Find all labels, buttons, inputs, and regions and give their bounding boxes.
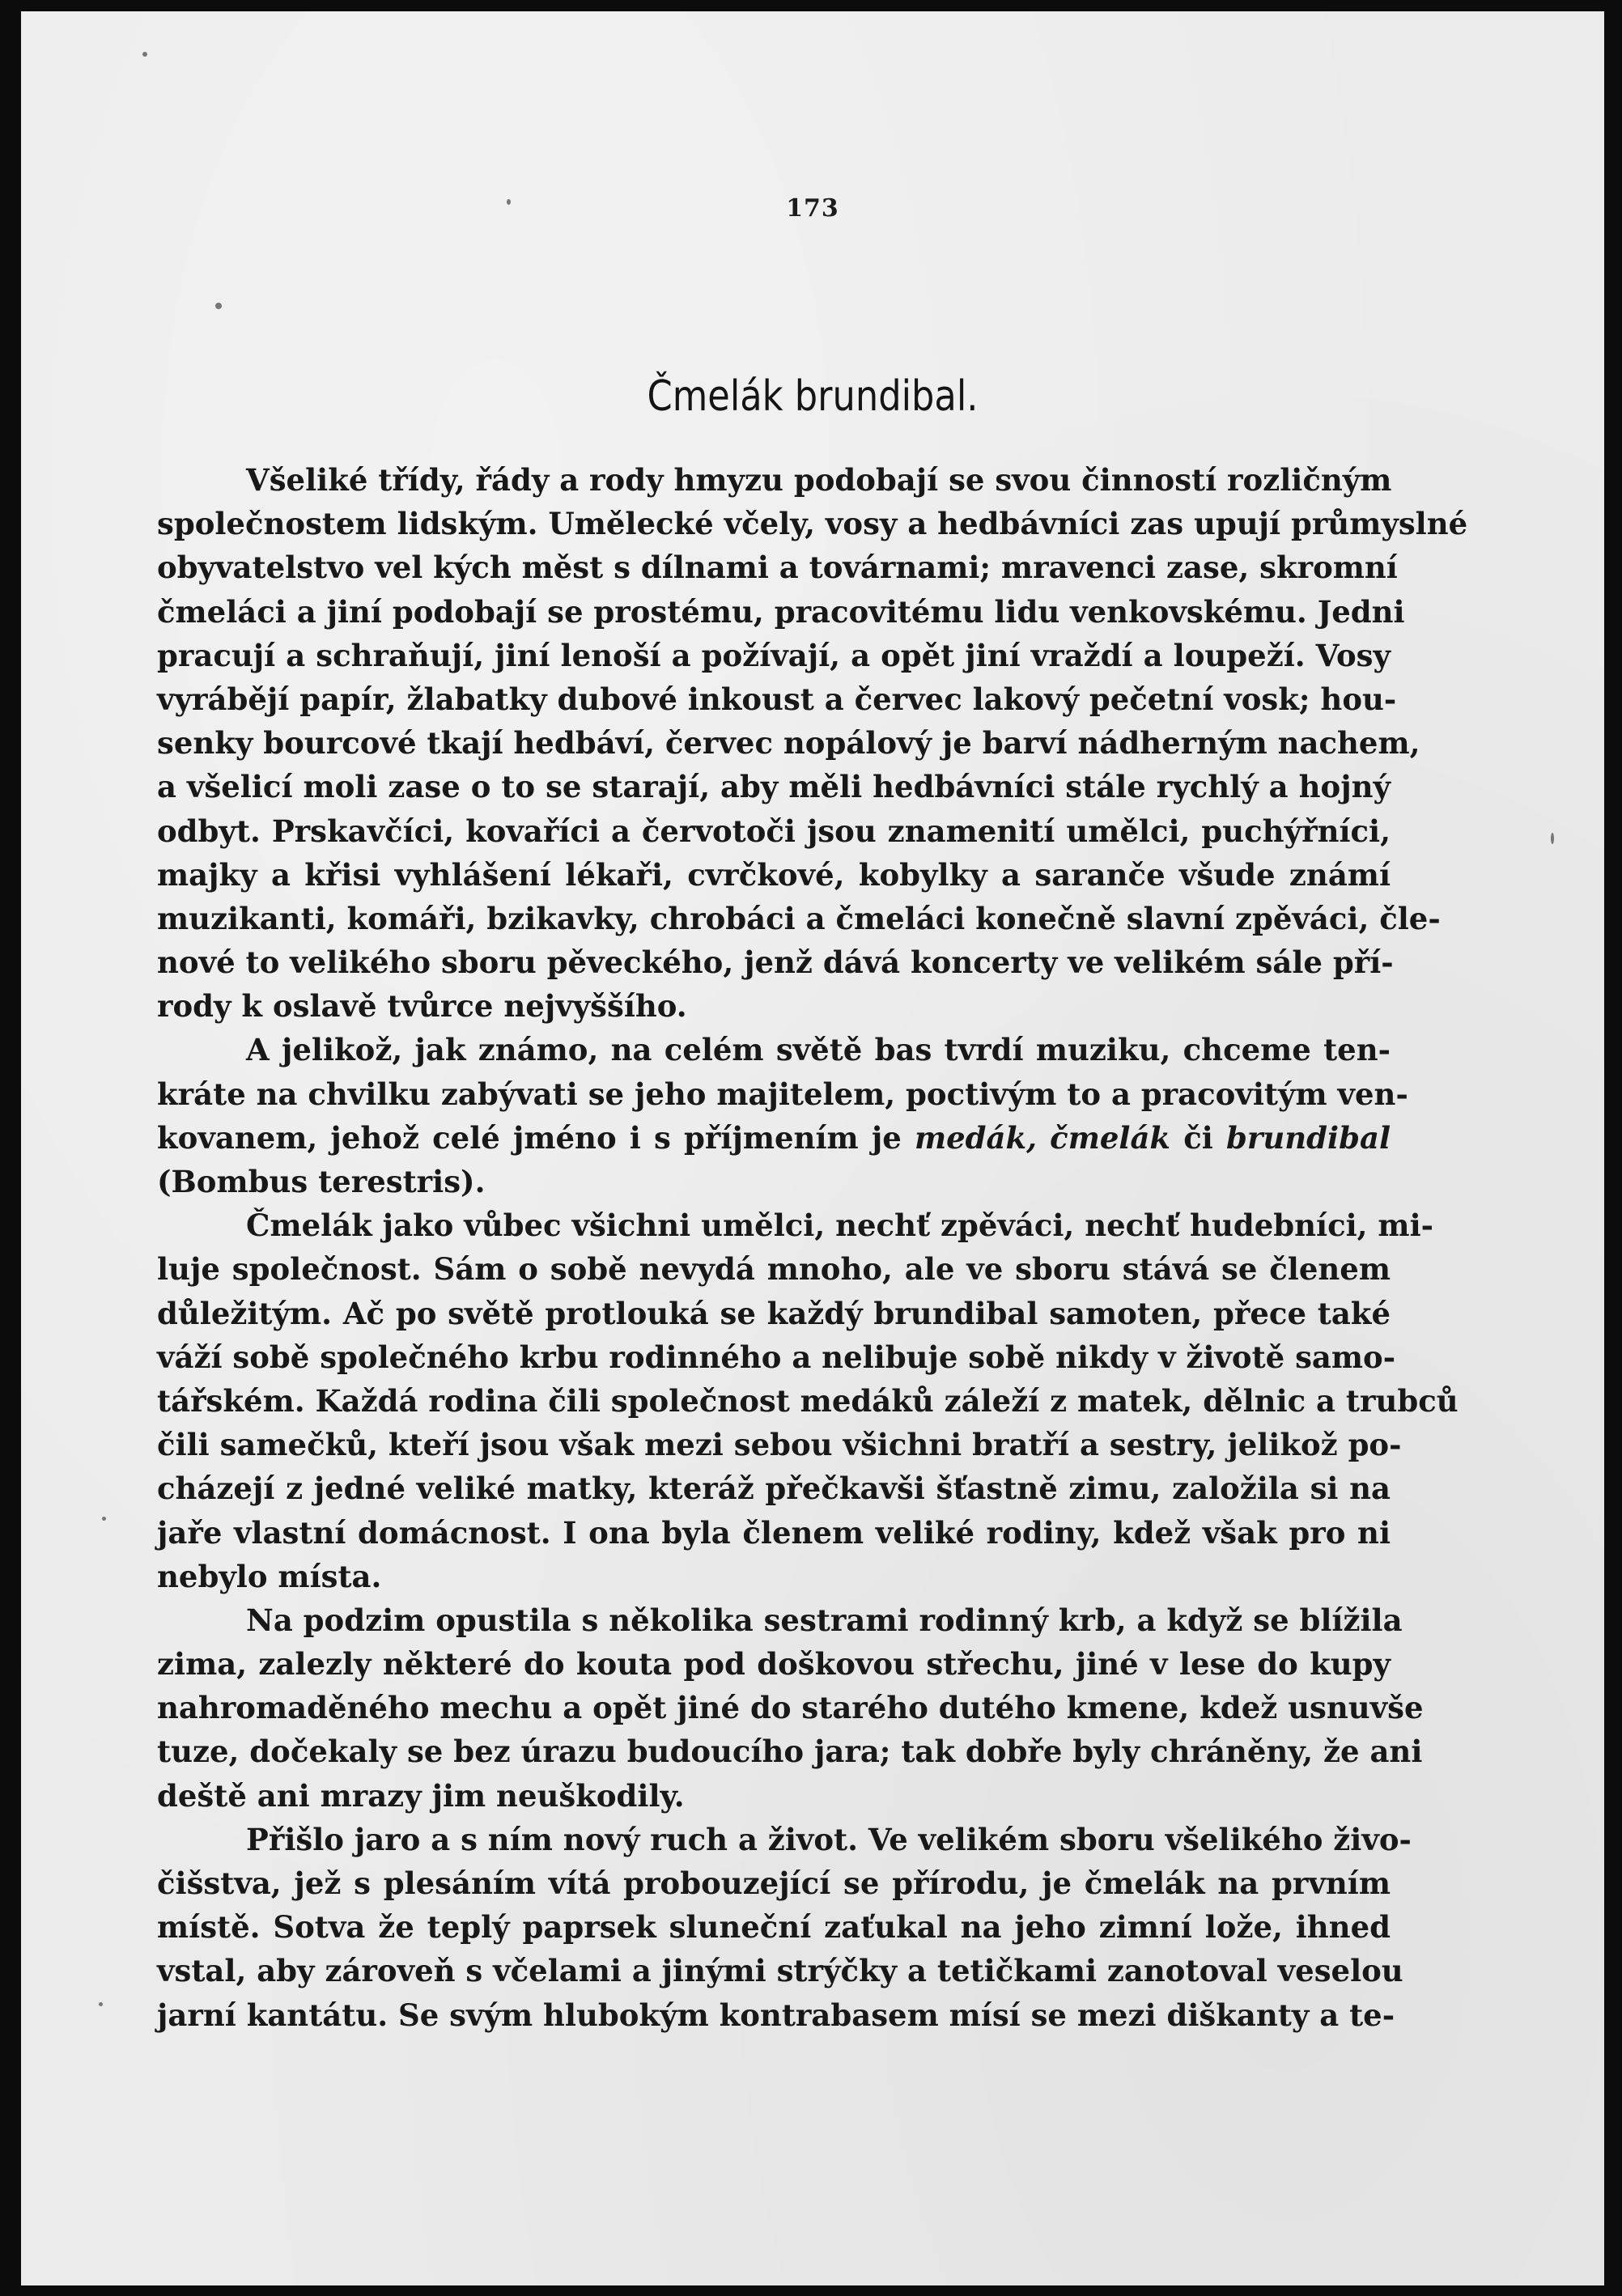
line-text: deště ani mrazy jim neuškodily. xyxy=(157,1777,685,1814)
line-text: vstal, aby zároveň s včelami a jinými strýčky a tetičkami zanotoval veselou xyxy=(157,1953,1403,1989)
line-text: jaře vlastní domácnost. I ona byla členem veliké rodiny, kdež však pro ni xyxy=(157,1514,1391,1551)
book-page xyxy=(21,11,1604,2285)
text-line xyxy=(157,1466,1391,1510)
speck xyxy=(102,1517,106,1521)
text-line xyxy=(157,940,1394,984)
emphasis-text: medák, čmelák xyxy=(914,1119,1171,1156)
line-text: čišstva, jež s plesáním vítá probouzející se přírodu, je čmelák na prvním xyxy=(157,1865,1391,1901)
line-text: místě. Sotva že teplý paprsek sluneční zaťukal na jeho zimní lože, ihned xyxy=(157,1909,1391,1946)
text-line xyxy=(157,721,1420,765)
text-line xyxy=(157,1729,1423,1773)
line-text: A jelikož, jak známo, na celém světě bas tvrdí muziku, chceme ten- xyxy=(246,1032,1391,1068)
line-text: Na podzim opustila s několika sestrami rodinný krb, a když se blížila xyxy=(246,1602,1403,1638)
line-text: muzikanti, komáři, bzikavky, chrobáci a čmeláci konečně slavní zpěváci, čle- xyxy=(157,900,1441,936)
line-text: nebylo místa. xyxy=(157,1558,382,1594)
page-number: 173 xyxy=(786,194,839,223)
text-line xyxy=(157,809,1391,853)
text-line xyxy=(157,1072,1408,1116)
line-text: kovanem, jehož celé jméno i s příjmením je xyxy=(157,1119,915,1156)
line-text: vyrábějí papír, žlabatky dubové inkoust a červec lakový pečetní vosk; hou- xyxy=(157,681,1397,717)
line-text: nahromaděného mechu a opět jiné do starého dutého kmene, kdež usnuvše xyxy=(157,1690,1424,1726)
line-text: Čmelák jako vůbec všichni umělci, nechť zpěváci, nechť hudebníci, mi- xyxy=(246,1207,1433,1244)
line-text: Všeliké třídy, řády a rody hmyzu podobají se svou činností rozličným xyxy=(246,462,1392,498)
line-text: luje společnost. Sám o sobě nevydá mnoho, ale ve sboru stává se členem xyxy=(157,1251,1391,1288)
text-line xyxy=(157,634,1391,677)
line-text: nové to velikého sboru pěveckého, jenž dává koncerty ve velikém sále pří- xyxy=(157,944,1394,981)
text-line xyxy=(157,1686,1424,1729)
text-line xyxy=(157,1993,1395,2037)
text-line xyxy=(157,1818,1412,1861)
line-text: zima, zalezly některé do kouta pod doškovou střechu, jiné v lese do kupy xyxy=(157,1646,1391,1683)
text-line xyxy=(157,897,1441,940)
emphasis-text: brundibal xyxy=(1226,1119,1391,1156)
line-text: cházejí z jedné veliké matky, kteráž přečkavši šťastně zimu, založila si na xyxy=(157,1471,1391,1507)
speck xyxy=(142,52,147,57)
line-text: rody k oslavě tvůrce nejvyššího. xyxy=(157,988,687,1025)
text-line xyxy=(157,1203,1433,1247)
text-line xyxy=(157,1423,1402,1466)
line-text: čili samečků, kteří jsou však mezi sebou všichni bratří a sestry, jelikož po- xyxy=(157,1427,1402,1463)
text-line xyxy=(157,1335,1396,1379)
text-line xyxy=(157,984,1391,1028)
text-line xyxy=(157,1292,1391,1335)
text-line xyxy=(157,545,1398,589)
text-line xyxy=(157,1598,1403,1642)
text-line xyxy=(157,1555,1391,1598)
line-text: (Bombus terestris). xyxy=(157,1164,486,1199)
line-text: společnostem lidským. Umělecké včely, vosy a hedbávníci zas upují průmyslné xyxy=(157,506,1468,542)
text-line xyxy=(157,1116,1391,1160)
line-text: pracují a schraňují, jiní lenoší a požívají, a opět jiní vraždí a loupeží. Vosy xyxy=(157,637,1391,673)
text-line xyxy=(157,1642,1391,1686)
line-text: majky a křisi vyhlášení lékaři, cvrčkové, kobylky a saranče všude známí xyxy=(157,856,1391,893)
line-text: senky bourcové tkají hedbáví, červec nopálový je barví nádherným nachem, xyxy=(157,725,1420,762)
line-text: čmeláci a jiní podobají se prostému, pracovitému lidu venkovskému. Jedni xyxy=(157,593,1405,630)
line-text: důležitým. Ač po světě protlouká se každý brundibal samoten, přece také xyxy=(157,1295,1391,1331)
text-line xyxy=(157,1861,1391,1905)
text-line xyxy=(157,1511,1391,1555)
text-line xyxy=(157,853,1391,897)
text-line xyxy=(157,1379,1459,1423)
text-line xyxy=(157,1247,1391,1291)
text-line xyxy=(157,1160,1391,1203)
line-text: jarní kantátu. Se svým hlubokým kontrabasem mísí se mezi diškanty a te- xyxy=(157,1997,1395,2033)
chapter-title: Čmelák brundibal. xyxy=(647,372,979,421)
line-text: kráte na chvilku zabývati se jeho majitelem, poctivým to a pracovitým ven- xyxy=(157,1076,1408,1112)
text-line xyxy=(157,502,1468,545)
line-text: či xyxy=(1170,1119,1226,1156)
text-line xyxy=(157,1949,1403,1993)
line-text: tuze, dočekaly se bez úrazu budoucího jara; tak dobře byly chráněny, že ani xyxy=(157,1734,1423,1770)
speck xyxy=(215,303,222,309)
speck xyxy=(1551,833,1554,844)
text-line xyxy=(157,677,1397,721)
line-text: tářském. Každá rodina čili společnost medáků záleží z matek, dělnic a trubců xyxy=(157,1382,1459,1419)
line-text: odbyt. Prskavčíci, kovaříci a červotoči jsou znamenití umělci, puchýřníci, xyxy=(157,813,1391,849)
text-line xyxy=(157,1028,1391,1072)
text-line xyxy=(157,765,1391,808)
line-text: váží sobě společného krbu rodinného a nelibuje sobě nikdy v životě samo- xyxy=(157,1339,1396,1375)
text-line xyxy=(157,1774,1391,1818)
line-text: Přišlo jaro a s ním nový ruch a život. Ve velikém sboru všelikého živo- xyxy=(246,1821,1412,1857)
line-text: obyvatelstvo vel kých měst s dílnami a továrnami; mravenci zase, skromní xyxy=(157,550,1398,586)
body-text xyxy=(157,458,1468,2037)
text-line xyxy=(157,590,1405,634)
line-text: a všelicí moli zase o to se starají, aby měli hedbávníci stále rychlý a hojný xyxy=(157,769,1391,805)
text-line xyxy=(157,1905,1391,1949)
speck xyxy=(99,2002,103,2006)
text-line xyxy=(157,458,1391,502)
